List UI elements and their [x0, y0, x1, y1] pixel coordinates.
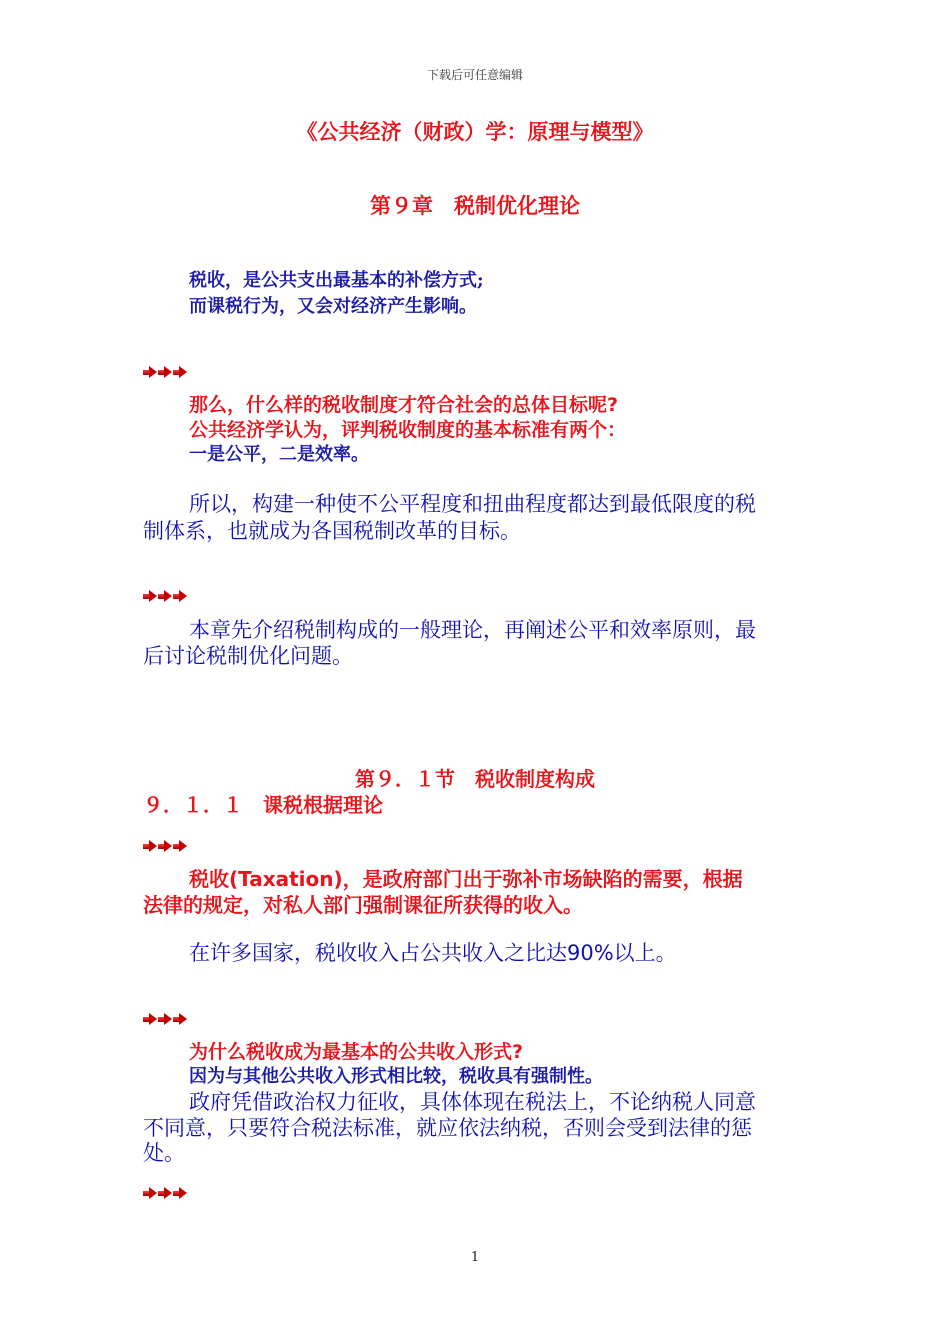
- paragraph-3-line-1: 政府凭借政治权力征收，具体体现在税法上，不论纳税人同意: [189, 1090, 756, 1114]
- intro-line-2: 而课税行为，又会对经济产生影响。: [189, 296, 477, 317]
- chapter-title: 第９章 税制优化理论: [370, 194, 580, 218]
- definition-line-1: 税收(Taxation)，是政府部门出于弥补市场缺陷的需要，根据: [189, 867, 743, 891]
- paragraph-3-line-3: 处。: [143, 1141, 185, 1165]
- triple-arrow-icon: [143, 366, 187, 378]
- triple-arrow-icon: [143, 1187, 187, 1199]
- paragraph-3-line-2: 不同意，只要符合税法标准，就应依法纳税，否则会受到法律的惩: [143, 1116, 752, 1140]
- book-title: 《公共经济（财政）学：原理与模型》: [296, 120, 654, 144]
- paragraph-2-line-2: 后讨论税制优化问题。: [143, 644, 353, 668]
- definition-line-2: 法律的规定，对私人部门强制课征所获得的收入。: [143, 893, 583, 917]
- triple-arrow-icon: [143, 1013, 187, 1025]
- paragraph-1-line-1: 所以，构建一种使不公平程度和扭曲程度都达到最低限度的税: [189, 492, 756, 516]
- question-2: 公共经济学认为，评判税收制度的基本标准有两个：: [189, 419, 627, 441]
- statistic-line: 在许多国家，税收收入占公共收入之比达90%以上。: [189, 941, 677, 965]
- intro-line-1: 税收，是公共支出最基本的补偿方式;: [189, 270, 484, 291]
- question-3: 为什么税收成为最基本的公共收入形式?: [189, 1041, 524, 1063]
- page-number: 1: [470, 1250, 480, 1265]
- answer-1: 一是公平，二是效率。: [189, 444, 369, 465]
- question-1: 那么，什么样的税收制度才符合社会的总体目标呢?: [189, 394, 619, 416]
- paragraph-2-line-1: 本章先介绍税制构成的一般理论，再阐述公平和效率原则，最: [189, 618, 756, 642]
- header-note: 下载后可任意编辑: [426, 68, 523, 82]
- subsection-title: ９．１．１ 课税根据理论: [143, 793, 383, 817]
- triple-arrow-icon: [143, 590, 187, 602]
- paragraph-1-line-2: 制体系，也就成为各国税制改革的目标。: [143, 519, 521, 543]
- triple-arrow-icon: [143, 840, 187, 852]
- answer-2: 因为与其他公共收入形式相比较，税收具有强制性。: [189, 1066, 603, 1087]
- section-title: 第９．１节 税收制度构成: [355, 767, 595, 791]
